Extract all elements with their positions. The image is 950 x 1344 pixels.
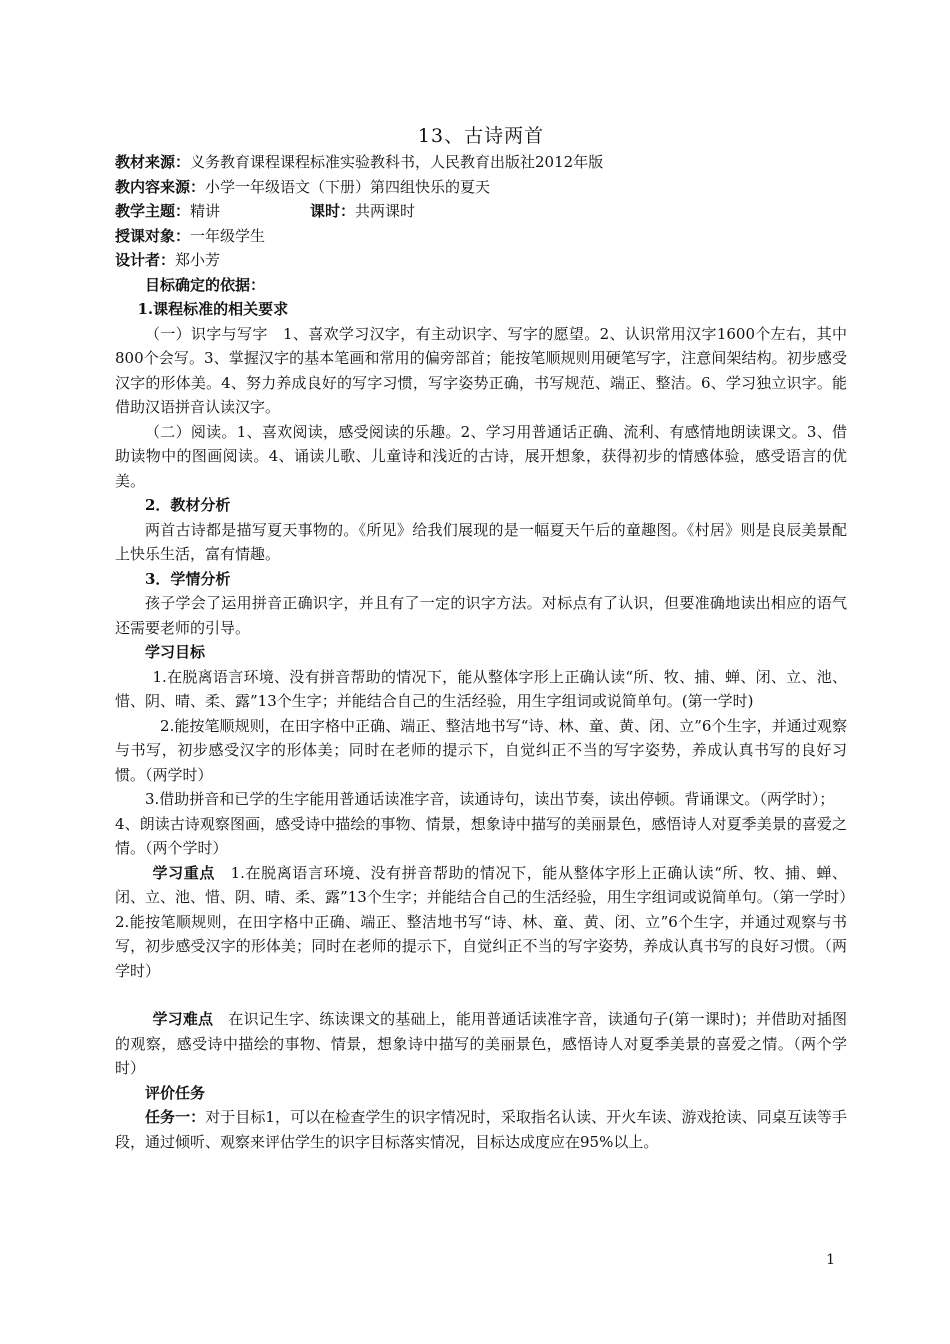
goal-4: 4、朗读古诗观察图画，感受诗中描绘的事物、情景，想象诗中描写的美丽景色，感悟诗人对夏季美景的喜爱之情。（两个学时） bbox=[115, 814, 847, 857]
theme-label: 教学主题： bbox=[115, 202, 191, 220]
textbook-analysis-paragraph: 两首古诗都是描写夏天事物的。《所见》给我们展现的是一幅夏天午后的童趣图。《村居》则是良辰美景配上快乐生活，富有情趣。 bbox=[115, 520, 847, 563]
standards-paragraph-1: （一）识字与写字 1、喜欢学习汉字，有主动识字、写字的愿望。2、认识常用汉字1600个左右，其中800个会写。3、掌握汉字的基本笔画和常用的偏旁部首；能按笔顺规则用硬笔写字，注意间架结构。初步感受汉字的形体美。4、努力养成良好的写字习惯，写字姿势正确，书写规范、端正、整洁。6、学习独立识字。能借助汉语拼音认读汉字。 bbox=[115, 324, 847, 416]
page-title: 13、古诗两首 bbox=[417, 125, 545, 147]
student-analysis-heading: 3．学情分析 bbox=[145, 569, 231, 588]
source-label: 教材来源： bbox=[115, 153, 191, 171]
page-number: 1 bbox=[826, 1252, 835, 1268]
theme-line bbox=[115, 199, 847, 224]
designer-label: 设计者： bbox=[115, 251, 176, 269]
hours-label: 课时： bbox=[310, 202, 356, 220]
student-analysis-paragraph: 孩子学会了运用拼音正确识字，并且有了一定的识字方法。对标点有了认识，但要准确地读出相应的语气还需要老师的引导。 bbox=[115, 594, 847, 637]
key-points-heading: 学习重点 bbox=[152, 863, 215, 882]
theme-value: 精讲 bbox=[190, 202, 221, 220]
audience-value: 一年级学生 bbox=[190, 226, 266, 245]
audience-line bbox=[115, 224, 847, 249]
source-value: 义务教育课程课程标准实验教科书，人民教育出版社2012年版 bbox=[190, 153, 604, 171]
designer-line bbox=[115, 248, 847, 273]
standards-heading: 1.课程标准的相关要求 bbox=[137, 300, 289, 318]
key-point-1: 1.在脱离语言环境、没有拼音帮助的情况下，能从整体字形上正确认读“所、牧、捕、蝉、闭、立、池、惜、阴、晴、柔、露”13个生字；并能结合自己的生活经验，用生字组词或说简单句。（第一学时） bbox=[115, 863, 855, 906]
task-1-label: 任务一： bbox=[145, 1108, 206, 1126]
difficulty-paragraph bbox=[115, 1007, 847, 1081]
content-line bbox=[115, 175, 847, 200]
evaluation-heading: 评价任务 bbox=[145, 1083, 206, 1102]
key-point-2: 2.能按笔顺规则，在田字格中正确、端正、整洁地书写“诗、林、童、黄、闭、立”6个生字，并通过观察与书写，初步感受汉字的形体美；同时在老师的提示下，自觉纠正不当的写字姿势，养成认真书写的良好习惯。（两学时） bbox=[115, 912, 847, 980]
content-value: 小学一年级语文（下册）第四组快乐的夏天 bbox=[205, 177, 491, 196]
goals-heading: 学习目标 bbox=[145, 643, 206, 661]
key-points-paragraph bbox=[115, 861, 855, 910]
designer-value: 郑小芳 bbox=[175, 251, 221, 269]
goal-1: 1.在脱离语言环境、没有拼音帮助的情况下，能从整体字形上正确认读“所、牧、捕、蝉、闭、立、池、惜、阴、晴、柔、露”13个生字；并能结合自己的生活经验，用生字组词或说简单句。(第一学时) bbox=[115, 667, 847, 710]
task-1-paragraph bbox=[115, 1105, 847, 1154]
content-label: 教内容来源： bbox=[115, 177, 206, 196]
task-1-text: 对于目标1，可以在检查学生的识字情况时，采取指名认读、开火车读、游戏抢读、同桌互读等手段，通过倾听、观察来评估学生的识字目标落实情况，目标达成度应在95%以上。 bbox=[115, 1108, 847, 1151]
audience-label: 授课对象： bbox=[115, 226, 191, 245]
hours-value: 共两课时 bbox=[355, 202, 416, 220]
standards-paragraph-2: （二）阅读。1、喜欢阅读，感受阅读的乐趣。2、学习用普通话正确、流利、有感情地朗读课文。3、借助读物中的图画阅读。4、诵读儿歌、儿童诗和浅近的古诗，展开想象，获得初步的情感体验，感受语言的优美。 bbox=[115, 422, 847, 490]
textbook-analysis-heading: 2．教材分析 bbox=[145, 496, 231, 514]
basis-heading: 目标确定的依据： bbox=[145, 275, 266, 294]
document-page bbox=[115, 124, 855, 1154]
difficulty-heading: 学习难点 bbox=[152, 1010, 214, 1028]
source-line bbox=[115, 150, 847, 175]
goal-2: 2.能按笔顺规则，在田字格中正确、端正、整洁地书写“诗、林、童、黄、闭、立”6个生字，并通过观察与书写，初步感受汉字的形体美；同时在老师的提示下，自觉纠正不当的写字姿势，养成认真书写的良好习惯。（两学时） bbox=[115, 716, 847, 784]
goal-3: 3.借助拼音和已学的生字能用普通话读准字音，读通诗句，读出节奏，读出停顿。背诵课文。（两学时）； bbox=[145, 790, 835, 808]
difficulty-text: 在识记生字、练读课文的基础上，能用普通话读准字音，读通句子(第一课时)；并借助对插图的观察，感受诗中描绘的事物、情景，想象诗中描写的美丽景色，感悟诗人对夏季美景的喜爱之情。（两个学时） bbox=[115, 1010, 847, 1077]
